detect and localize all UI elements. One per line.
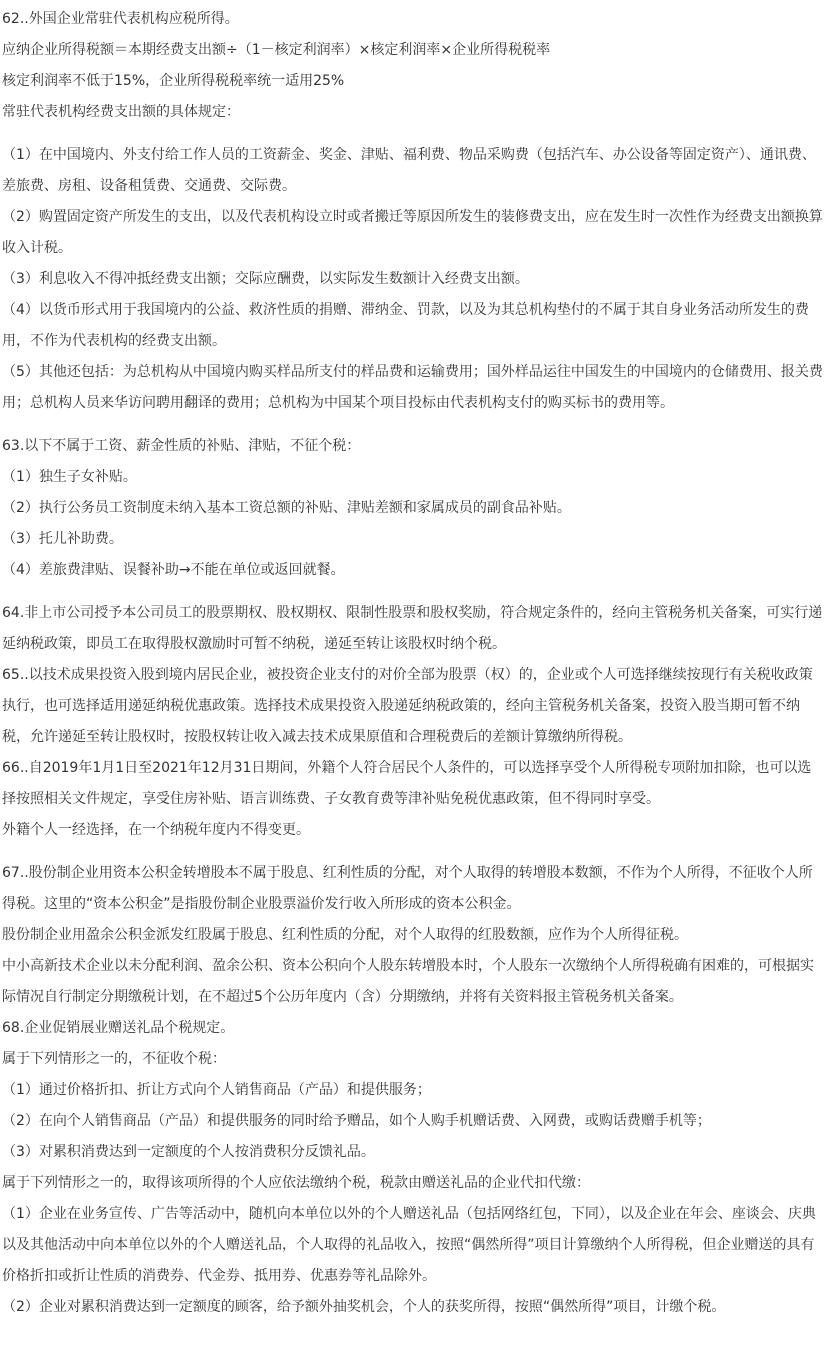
- text-line: 67..股份制企业用资本公积金转增股本不属于股息、红利性质的分配，对个人取得的转增股本数额，不作为个人所得，不征收个人所得税。这里的“资本公积金”是指股份制企业股票溢价发行收入所形成的资本公积金。: [2, 865, 813, 912]
- text-line: （2）在向个人销售商品（产品）和提供服务的同时给予赠品，如个人购手机赠话费、入网费，或购话费赠手机等；: [2, 1113, 711, 1129]
- paragraph-gap: [2, 586, 824, 598]
- text-line: 68.企业促销展业赠送礼品个税规定。: [2, 1020, 235, 1036]
- text-line: （1）企业在业务宣传、广告等活动中，随机向本单位以外的个人赠送礼品（包括网络红包，下同），以及企业在年会、座谈会、庆典以及其他活动中向本单位以外的个人赠送礼品，个人取得的礼品收入，按照“偶然所得”项目计算缴纳个人所得税，但企业赠送的具有价格折扣或折让性质的消费券、代金券、抵用券、优惠券等礼品除外。: [2, 1206, 816, 1284]
- text-line: （2）执行公务员工资制度未纳入基本工资总额的补贴、津贴差额和家属成员的副食品补贴。: [2, 500, 571, 516]
- text-line: （3）利息收入不得冲抵经费支出额；交际应酬费，以实际发生数额计入经费支出额。: [2, 271, 529, 287]
- text-line: 63.以下不属于工资、薪金性质的补贴、津贴，不征个税：: [2, 438, 361, 454]
- text-line: （4）差旅费津贴、误餐补助→不能在单位或返回就餐。: [2, 562, 345, 578]
- text-line: 65..以技术成果投资入股到境内居民企业，被投资企业支付的对价全部为股票（权）的，企业或个人可选择继续按现行有关税收政策执行，也可选择适用递延纳税优惠政策。选择技术成果投资入股递延纳税政策的，经向主管税务机关备案，投资入股当期可暂不纳税，允许递延至转让股权时，按股权转让收入减去技术成果原值和合理税费后的差额计算缴纳所得税。: [2, 667, 813, 745]
- text-line: 核定利润率不低于15%，企业所得税税率统一适用25%: [2, 73, 345, 89]
- text-line: （1）独生子女补贴。: [2, 469, 137, 485]
- text-line: 66..自2019年1月1日至2021年12月31日期间，外籍个人符合居民个人条件的，可以选择享受个人所得税专项附加扣除，也可以选择按照相关文件规定，享受住房补贴、语言训练费、子女教育费等津补贴免税优惠政策，但不得同时享受。: [2, 760, 812, 807]
- text-line: 64.非上市公司授予本公司员工的股票期权、股权期权、限制性股票和股权奖励，符合规定条件的，经向主管税务机关备案，可实行递延纳税政策，即员工在取得股权激励时可暂不纳税，递延至转让该股权时纳个税。: [2, 605, 823, 652]
- text-line: 外籍个人一经选择，在一个纳税年度内不得变更。: [2, 822, 310, 838]
- text-line: （5）其他还包括：为总机构从中国境内购买样品所支付的样品费和运输费用；国外样品运往中国发生的中国境内的仓储费用、报关费用；总机构人员来华访问聘用翻译的费用；总机构为中国某个项目投标由代表机构支付的购买标书的费用等。: [2, 364, 823, 411]
- paragraph-gap: [2, 128, 824, 140]
- text-line: 股份制企业用盈余公积金派发红股属于股息、红利性质的分配，对个人取得的红股数额，应作为个人所得征税。: [2, 927, 688, 943]
- text-line: （1）在中国境内、外支付给工作人员的工资薪金、奖金、津贴、福利费、物品采购费（包括汽车、办公设备等固定资产）、通讯费、差旅费、房租、设备租赁费、交通费、交际费。: [2, 147, 816, 194]
- text-line: 62..外国企业常驻代表机构应税所得。: [2, 11, 239, 27]
- text-line: 应纳企业所得税额＝本期经费支出额÷（1－核定利润率）×核定利润率×企业所得税税率: [2, 42, 551, 58]
- text-line: （4）以货币形式用于我国境内的公益、救济性质的捐赠、滞纳金、罚款，以及为其总机构垫付的不属于其自身业务活动所发生的费用，不作为代表机构的经费支出额。: [2, 302, 809, 349]
- text-line: （2）购置固定资产所发生的支出，以及代表机构设立时或者搬迁等原因所发生的装修费支出，应在发生时一次性作为经费支出额换算收入计税。: [2, 209, 823, 256]
- text-line: （2）企业对累积消费达到一定额度的顾客，给予额外抽奖机会，个人的获奖所得，按照“偶然所得”项目，计缴个税。: [2, 1299, 726, 1315]
- text-line: 常驻代表机构经费支出额的具体规定：: [2, 104, 240, 120]
- text-line: 属于下列情形之一的，取得该项所得的个人应依法缴纳个税，税款由赠送礼品的企业代扣代缴：: [2, 1175, 590, 1191]
- text-line: （1）通过价格折扣、折让方式向个人销售商品（产品）和提供服务；: [2, 1082, 431, 1098]
- text-line: （3）托儿补助费。: [2, 531, 123, 547]
- text-line: 属于下列情形之一的，不征收个税：: [2, 1051, 226, 1067]
- paragraph-gap: [2, 419, 824, 431]
- text-line: 中小高新技术企业以未分配利润、盈余公积、资本公积向个人股东转增股本时，个人股东一次缴纳个人所得税确有困难的，可根据实际情况自行制定分期缴税计划，在不超过5个公历年度内（含）分期缴纳，并将有关资料报主管税务机关备案。: [2, 958, 814, 1005]
- paragraph-gap: [2, 846, 824, 858]
- text-line: （3）对累积消费达到一定额度的个人按消费积分反馈礼品。: [2, 1144, 375, 1160]
